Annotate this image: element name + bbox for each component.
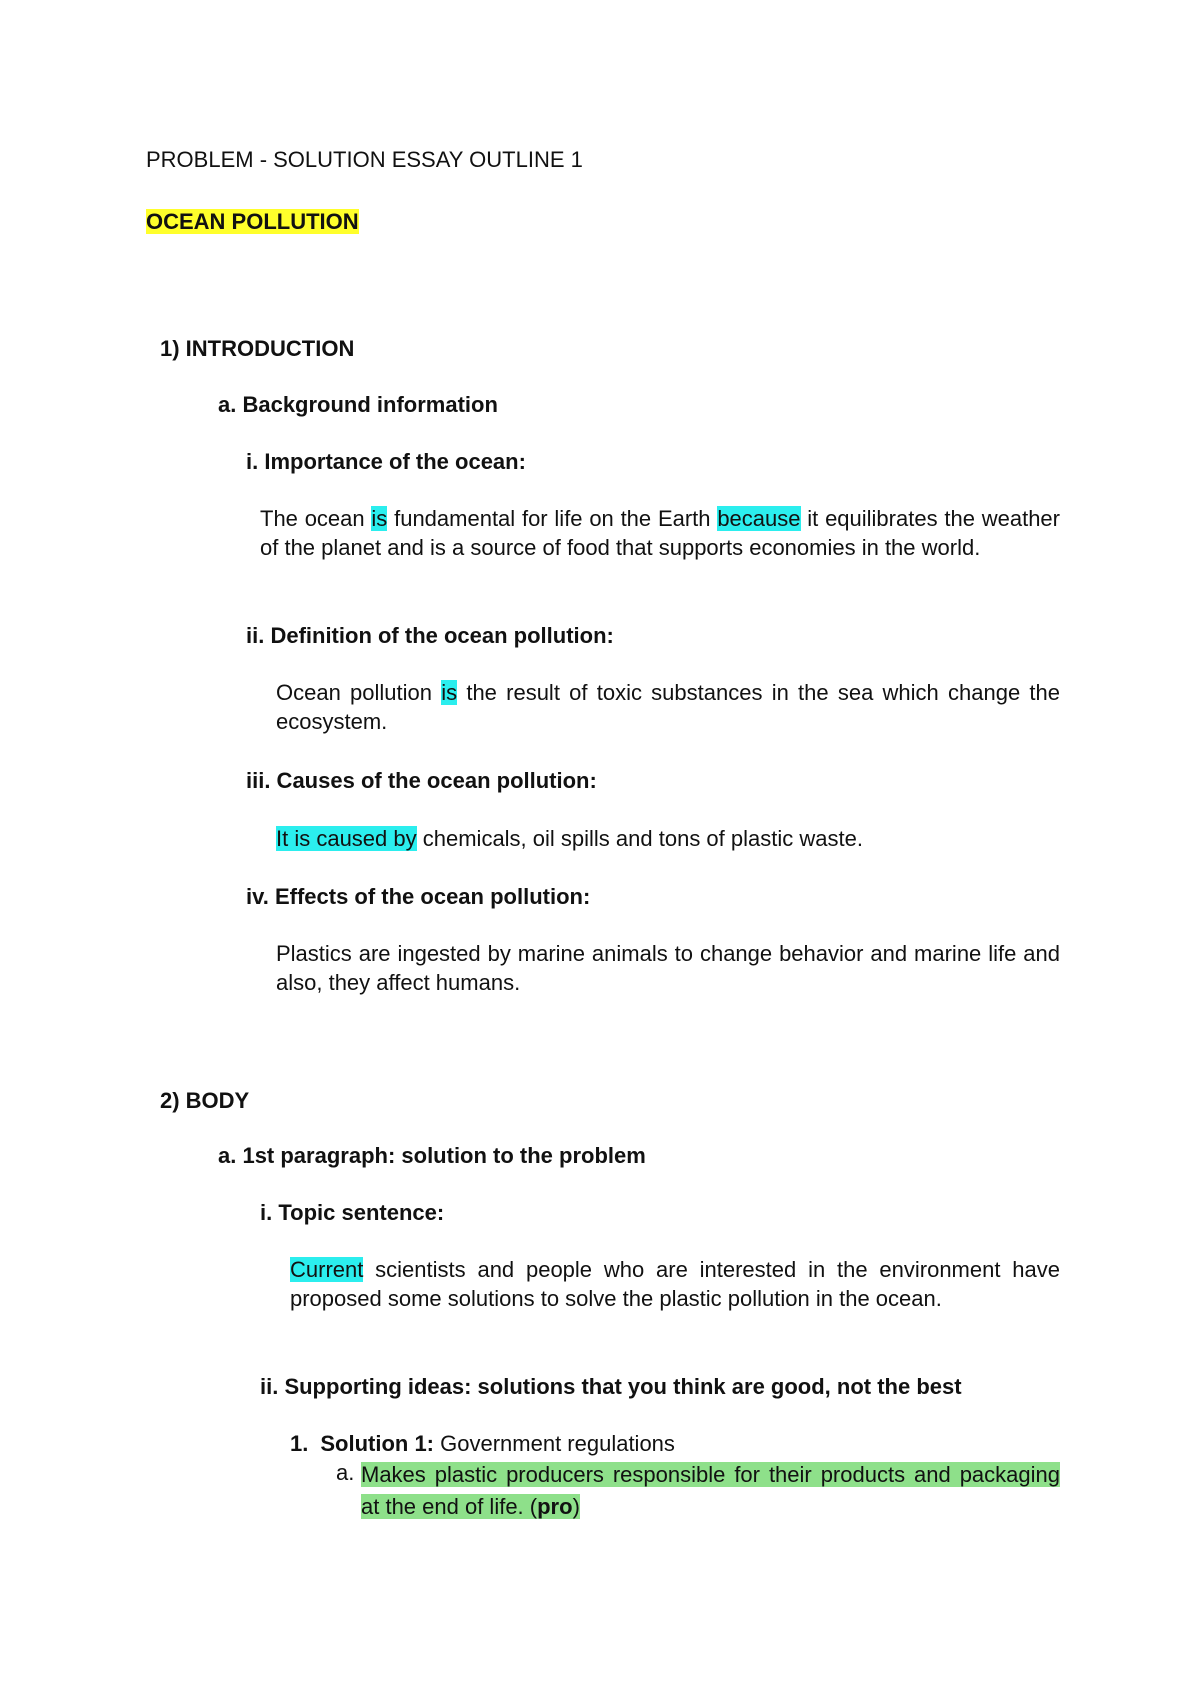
paragraph1-heading: a. 1st paragraph: solution to the problem (218, 1143, 646, 1168)
definition-text: Ocean pollution is the result of toxic substances in the sea which change the ecosystem. (276, 680, 1060, 734)
topic-sentence-label: i. Topic sentence: (260, 1200, 445, 1225)
solution1-line: 1. Solution 1: Government regulations (290, 1431, 675, 1456)
causes-text: It is caused by chemicals, oil spills and tons of plastic waste. (276, 826, 863, 851)
causes-label: iii. Causes of the ocean pollution: (246, 768, 597, 793)
background-heading: a. Background information (218, 392, 498, 417)
supporting-ideas-label: ii. Supporting ideas: solutions that you think are good, not the best (260, 1374, 962, 1399)
pro-highlight: Makes plastic producers responsible for their products and packaging at the end of life. (pro) (361, 1462, 1060, 1519)
topic-sentence-text: Current scientists and people who are interested in the environment have proposed some solutions to solve the plastic pollution in the ocean. (290, 1257, 1060, 1311)
definition-label: ii. Definition of the ocean pollution: (246, 623, 614, 648)
intro-heading: 1) INTRODUCTION (160, 336, 355, 361)
document-title: PROBLEM - SOLUTION ESSAY OUTLINE 1 (146, 147, 583, 172)
importance-text: The ocean is fundamental for life on the Earth because it equilibrates the weather of the planet and is a source of food that supports economies in the world. (260, 506, 1060, 560)
topic-title: OCEAN POLLUTION (146, 209, 359, 234)
body-heading: 2) BODY (160, 1088, 250, 1113)
effects-text: Plastics are ingested by marine animals to change behavior and marine life and also, they affect humans. (276, 941, 1060, 995)
effects-label: iv. Effects of the ocean pollution: (246, 884, 591, 909)
solution1-sub-text (361, 1459, 1060, 1523)
solution1-sub-letter: a. (336, 1460, 355, 1485)
importance-label: i. Importance of the ocean: (246, 449, 526, 474)
